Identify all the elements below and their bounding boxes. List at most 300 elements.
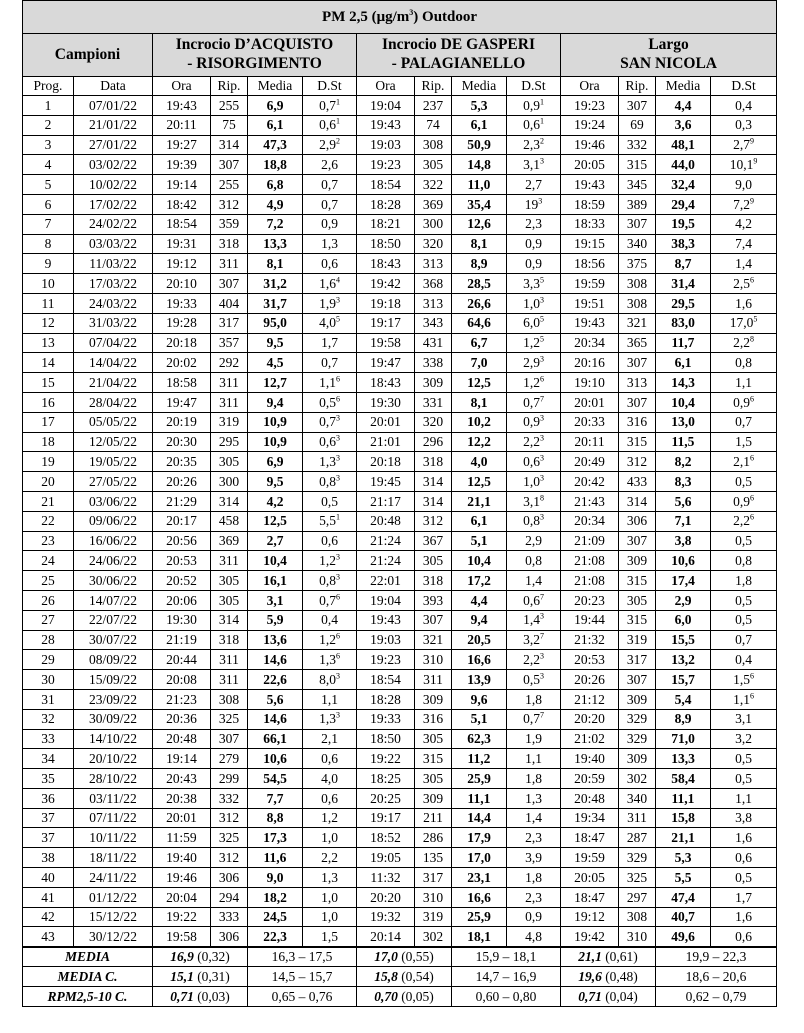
media-cell: 15,5 <box>656 630 711 650</box>
ora-cell: 20:26 <box>153 472 211 492</box>
dst-footnote: 3 <box>335 453 340 463</box>
ora-cell: 21:17 <box>357 491 415 511</box>
dst-cell <box>303 531 357 551</box>
media-cell: 8,9 <box>452 254 507 274</box>
dst-value: 0,6 <box>523 453 540 469</box>
ora-cell: 19:32 <box>357 907 415 927</box>
table-row <box>23 868 777 888</box>
rip-cell: 292 <box>211 353 248 373</box>
prog-cell: 1 <box>23 96 74 116</box>
rip-cell: 332 <box>619 135 656 155</box>
media-cell: 6,0 <box>656 610 711 630</box>
rip-cell: 313 <box>415 293 452 313</box>
dst-cell <box>507 511 561 531</box>
dst-cell <box>711 274 777 294</box>
dst-cell <box>303 313 357 333</box>
dst-cell <box>507 571 561 591</box>
prog-cell: 25 <box>23 571 74 591</box>
rip-cell: 320 <box>415 412 452 432</box>
media-cell: 62,3 <box>452 729 507 749</box>
ora-cell: 20:48 <box>153 729 211 749</box>
ora-cell: 19:04 <box>357 590 415 610</box>
ora-cell: 19:23 <box>357 155 415 175</box>
dst-value: 2,3 <box>525 216 542 232</box>
dst-value: 0,7 <box>735 632 752 648</box>
dst-cell <box>507 155 561 175</box>
media-cell: 66,1 <box>248 729 303 749</box>
rip-cell: 211 <box>415 808 452 828</box>
rip-cell: 458 <box>211 511 248 531</box>
table-row <box>23 689 777 709</box>
col-rip: Rip. <box>211 77 248 96</box>
media-cell: 5,6 <box>656 491 711 511</box>
table-row <box>23 274 777 294</box>
ora-cell: 19:17 <box>357 808 415 828</box>
ora-cell: 20:04 <box>153 887 211 907</box>
dst-value: 0,9 <box>733 493 750 509</box>
media-cell: 14,6 <box>248 650 303 670</box>
dst-cell <box>507 254 561 274</box>
ora-cell: 19:43 <box>357 115 415 135</box>
date-cell: 28/10/22 <box>74 769 153 789</box>
media-cell: 10,2 <box>452 412 507 432</box>
ora-cell: 20:59 <box>561 769 619 789</box>
dst-cell <box>711 610 777 630</box>
dst-cell <box>303 274 357 294</box>
dst-value: 0,7 <box>319 414 336 430</box>
rip-cell: 313 <box>415 254 452 274</box>
date-cell: 03/03/22 <box>74 234 153 254</box>
rip-cell: 329 <box>619 729 656 749</box>
col-ora: Ora <box>561 77 619 96</box>
dst-value: 1,2 <box>319 632 336 648</box>
rip-cell: 329 <box>619 709 656 729</box>
dst-cell <box>507 96 561 116</box>
dst-value: 0,8 <box>735 552 752 568</box>
ora-cell: 18:42 <box>153 194 211 214</box>
rip-cell: 314 <box>211 135 248 155</box>
dst-value: 7,2 <box>733 196 750 212</box>
dst-value: 1,1 <box>319 374 336 390</box>
ora-cell: 18:59 <box>561 194 619 214</box>
dst-cell <box>711 729 777 749</box>
dst-footnote: 9 <box>753 156 758 166</box>
dst-footnote: 3 <box>539 651 544 661</box>
dst-value: 1,9 <box>319 295 336 311</box>
dst-cell <box>303 392 357 412</box>
col-media: Media <box>452 77 507 96</box>
date-cell: 22/07/22 <box>74 610 153 630</box>
media-cell: 10,9 <box>248 432 303 452</box>
ora-cell: 20:33 <box>561 412 619 432</box>
ora-cell: 18:47 <box>561 828 619 848</box>
rip-cell: 404 <box>211 293 248 313</box>
table-row <box>23 175 777 195</box>
ora-cell: 19:40 <box>153 848 211 868</box>
media-cell: 4,2 <box>248 491 303 511</box>
rip-cell: 314 <box>415 472 452 492</box>
rip-cell: 343 <box>415 313 452 333</box>
ora-cell: 18:54 <box>357 670 415 690</box>
dst-value: 2,3 <box>525 830 542 846</box>
dst-value: 1,8 <box>735 572 752 588</box>
table-row <box>23 472 777 492</box>
dst-value: 5,5 <box>319 513 336 529</box>
rip-cell: 312 <box>211 848 248 868</box>
ora-cell: 19:03 <box>357 630 415 650</box>
dst-cell <box>711 96 777 116</box>
rip-cell: 311 <box>211 254 248 274</box>
rip-cell: 309 <box>415 788 452 808</box>
ora-cell: 19:14 <box>153 175 211 195</box>
media-cell: 11,7 <box>656 333 711 353</box>
dst-cell <box>711 887 777 907</box>
media-cell: 12,5 <box>452 472 507 492</box>
ora-cell: 20:53 <box>153 551 211 571</box>
dst-cell <box>711 175 777 195</box>
summary-mean-value: 15,1 <box>170 968 194 984</box>
dst-value: 3,3 <box>523 275 540 291</box>
ora-cell: 19:15 <box>561 234 619 254</box>
table-row <box>23 234 777 254</box>
dst-cell <box>711 650 777 670</box>
dst-value: 0,8 <box>319 572 336 588</box>
dst-cell <box>711 788 777 808</box>
date-cell: 19/05/22 <box>74 452 153 472</box>
table-row <box>23 551 777 571</box>
prog-cell: 3 <box>23 135 74 155</box>
dst-value: 6,0 <box>523 315 540 331</box>
media-cell: 8,9 <box>656 709 711 729</box>
dst-cell <box>507 590 561 610</box>
media-cell: 13,6 <box>248 630 303 650</box>
rip-cell: 305 <box>415 551 452 571</box>
prog-cell: 24 <box>23 551 74 571</box>
summary-mean-error: (0,03) <box>193 988 230 1004</box>
dst-value: 1,8 <box>525 770 542 786</box>
dst-cell <box>303 135 357 155</box>
media-cell: 6,9 <box>248 96 303 116</box>
ora-cell: 19:24 <box>561 115 619 135</box>
ora-cell: 21:32 <box>561 630 619 650</box>
rip-cell: 296 <box>415 432 452 452</box>
summary-range: 15,9 – 18,1 <box>452 947 561 967</box>
dst-footnote: 6 <box>335 374 340 384</box>
dst-footnote: 2 <box>539 136 544 146</box>
ora-cell: 19:33 <box>357 709 415 729</box>
date-cell: 30/12/22 <box>74 927 153 947</box>
dst-cell <box>507 887 561 907</box>
dst-cell <box>303 828 357 848</box>
media-cell: 32,4 <box>656 175 711 195</box>
rip-cell: 307 <box>211 729 248 749</box>
media-cell: 9,4 <box>452 610 507 630</box>
rip-cell: 312 <box>211 194 248 214</box>
media-cell: 12,2 <box>452 432 507 452</box>
dst-footnote: 3 <box>539 611 544 621</box>
dst-value: 1,3 <box>321 869 338 885</box>
ora-cell: 20:10 <box>153 274 211 294</box>
media-cell: 13,2 <box>656 650 711 670</box>
dst-cell <box>303 551 357 571</box>
rip-cell: 312 <box>619 452 656 472</box>
dst-cell <box>303 670 357 690</box>
dst-cell <box>711 511 777 531</box>
rip-cell: 309 <box>619 749 656 769</box>
media-cell: 47,4 <box>656 887 711 907</box>
dst-value: 4,8 <box>525 928 542 944</box>
col-dst: D.St <box>711 77 777 96</box>
dst-value: 1,2 <box>321 810 338 826</box>
media-cell: 4,4 <box>452 590 507 610</box>
dst-value: 0,7 <box>321 176 338 192</box>
media-cell: 17,4 <box>656 571 711 591</box>
dst-cell <box>303 293 357 313</box>
rip-cell: 375 <box>619 254 656 274</box>
ora-cell: 21:08 <box>561 551 619 571</box>
ora-cell: 19:58 <box>153 927 211 947</box>
dst-value: 0,9 <box>523 414 540 430</box>
summary-range: 19,9 – 22,3 <box>656 947 777 967</box>
ora-cell: 19:12 <box>153 254 211 274</box>
dst-cell <box>303 472 357 492</box>
summary-mean <box>561 947 656 967</box>
media-cell: 14,4 <box>452 808 507 828</box>
rip-cell: 332 <box>211 788 248 808</box>
ora-cell: 20:11 <box>153 115 211 135</box>
summary-label: MEDIA <box>23 947 153 967</box>
date-cell: 03/02/22 <box>74 155 153 175</box>
dst-value: 0,7 <box>319 97 336 113</box>
dst-cell <box>303 788 357 808</box>
col-rip: Rip. <box>415 77 452 96</box>
media-cell: 49,6 <box>656 927 711 947</box>
summary-mean-value: 21,1 <box>578 949 602 965</box>
dst-value: 0,8 <box>735 355 752 370</box>
dst-cell <box>303 749 357 769</box>
dst-footnote: 3 <box>539 354 544 364</box>
media-cell: 14,8 <box>452 155 507 175</box>
rip-cell: 314 <box>619 491 656 511</box>
rip-cell: 310 <box>415 650 452 670</box>
ora-cell: 19:17 <box>357 313 415 333</box>
rip-cell: 314 <box>211 610 248 630</box>
table-row <box>23 788 777 808</box>
media-cell: 10,6 <box>248 749 303 769</box>
dst-value: 0,3 <box>735 117 752 133</box>
summary-mean-error: (0,55) <box>397 949 434 965</box>
dst-cell <box>303 155 357 175</box>
rip-cell: 135 <box>415 848 452 868</box>
prog-cell: 9 <box>23 254 74 274</box>
rip-cell: 308 <box>211 689 248 709</box>
dst-value: 0,4 <box>735 97 752 113</box>
media-cell: 13,3 <box>248 234 303 254</box>
rip-cell: 295 <box>211 432 248 452</box>
dst-value: 0,9 <box>525 236 542 252</box>
date-cell: 21/04/22 <box>74 373 153 393</box>
media-cell: 25,9 <box>452 907 507 927</box>
dst-value: 1,1 <box>525 750 542 766</box>
dst-value: 0,5 <box>735 750 752 766</box>
ora-cell: 18:54 <box>153 214 211 234</box>
dst-cell <box>507 353 561 373</box>
media-cell: 5,3 <box>452 96 507 116</box>
ora-cell: 18:54 <box>357 175 415 195</box>
dst-value: 4,0 <box>319 315 336 331</box>
dst-cell <box>711 373 777 393</box>
rip-cell: 369 <box>415 194 452 214</box>
prog-cell: 29 <box>23 650 74 670</box>
media-cell: 16,6 <box>452 887 507 907</box>
ora-cell: 18:43 <box>357 373 415 393</box>
ora-cell: 18:58 <box>153 373 211 393</box>
dst-footnote: 3 <box>539 512 544 522</box>
dst-footnote: 3 <box>539 295 544 305</box>
table-row <box>23 670 777 690</box>
col-ora: Ora <box>357 77 415 96</box>
dst-value: 0,4 <box>321 612 338 628</box>
table-row <box>23 155 777 175</box>
col-media: Media <box>248 77 303 96</box>
dst-footnote: 3 <box>335 671 340 681</box>
rip-cell: 313 <box>619 373 656 393</box>
media-cell: 10,9 <box>248 412 303 432</box>
dst-footnote: 6 <box>749 394 754 404</box>
dst-footnote: 6 <box>335 631 340 641</box>
table-row <box>23 531 777 551</box>
ora-cell: 21:24 <box>357 551 415 571</box>
ora-cell: 19:58 <box>357 333 415 353</box>
rip-cell: 307 <box>415 610 452 630</box>
dst-value: 0,5 <box>735 869 752 885</box>
media-cell: 12,5 <box>452 373 507 393</box>
dst-value: 1,4 <box>525 810 542 826</box>
summary-mean-error: (0,54) <box>397 968 434 984</box>
dst-cell <box>303 689 357 709</box>
media-cell: 29,4 <box>656 194 711 214</box>
dst-cell <box>303 650 357 670</box>
summary-row <box>23 986 777 1006</box>
prog-cell: 17 <box>23 412 74 432</box>
site-header-3: Largo SAN NICOLA <box>561 34 777 77</box>
dst-cell <box>303 630 357 650</box>
media-cell: 9,0 <box>248 868 303 888</box>
ora-cell: 19:43 <box>357 610 415 630</box>
summary-mean <box>357 947 452 967</box>
media-cell: 54,5 <box>248 769 303 789</box>
media-cell: 8,7 <box>656 254 711 274</box>
media-cell: 11,2 <box>452 749 507 769</box>
ora-cell: 19:42 <box>357 274 415 294</box>
dst-cell <box>507 650 561 670</box>
dst-value: 4,0 <box>321 770 338 786</box>
media-cell: 9,5 <box>248 333 303 353</box>
dst-value: 2,1 <box>321 731 338 747</box>
dst-cell <box>303 511 357 531</box>
table-row <box>23 511 777 531</box>
dst-value: 1,6 <box>735 830 752 846</box>
ora-cell: 19:42 <box>561 927 619 947</box>
dst-footnote: 7 <box>539 592 544 602</box>
table-row <box>23 808 777 828</box>
media-cell: 4,0 <box>452 452 507 472</box>
dst-value: 1,1 <box>735 790 752 806</box>
rip-cell: 325 <box>619 868 656 888</box>
rip-cell: 315 <box>619 155 656 175</box>
dst-cell <box>507 788 561 808</box>
dst-value: 1,8 <box>525 691 542 707</box>
rip-cell: 305 <box>211 452 248 472</box>
dst-value: 0,6 <box>735 928 752 944</box>
dst-cell <box>507 907 561 927</box>
ora-cell: 18:50 <box>357 729 415 749</box>
rip-cell: 315 <box>619 610 656 630</box>
dst-cell <box>711 412 777 432</box>
date-cell: 03/06/22 <box>74 491 153 511</box>
dst-footnote: 1 <box>335 512 340 522</box>
ora-cell: 20:01 <box>153 808 211 828</box>
date-cell: 15/12/22 <box>74 907 153 927</box>
rip-cell: 307 <box>619 670 656 690</box>
rip-cell: 305 <box>415 769 452 789</box>
date-cell: 15/09/22 <box>74 670 153 690</box>
dst-value: 1,6 <box>735 909 752 925</box>
table-row <box>23 729 777 749</box>
dst-cell <box>507 927 561 947</box>
dst-cell <box>303 927 357 947</box>
table-row <box>23 907 777 927</box>
prog-cell: 33 <box>23 729 74 749</box>
dst-footnote: 3 <box>539 413 544 423</box>
ora-cell: 19:04 <box>357 96 415 116</box>
ora-cell: 19:28 <box>153 313 211 333</box>
dst-cell <box>711 491 777 511</box>
rip-cell: 307 <box>619 96 656 116</box>
ora-cell: 20:52 <box>153 571 211 591</box>
date-cell: 24/06/22 <box>74 551 153 571</box>
media-cell: 11,1 <box>656 788 711 808</box>
dst-footnote: 6 <box>539 374 544 384</box>
rip-cell: 368 <box>415 274 452 294</box>
rip-cell: 369 <box>211 531 248 551</box>
prog-cell: 32 <box>23 709 74 729</box>
media-cell: 6,1 <box>248 115 303 135</box>
rip-cell: 308 <box>619 907 656 927</box>
col-dst: D.St <box>303 77 357 96</box>
media-cell: 47,3 <box>248 135 303 155</box>
dst-cell <box>507 175 561 195</box>
media-cell: 3,8 <box>656 531 711 551</box>
dst-value: 2,3 <box>523 137 540 153</box>
media-cell: 83,0 <box>656 313 711 333</box>
date-cell: 30/09/22 <box>74 709 153 729</box>
ora-cell: 20:53 <box>561 650 619 670</box>
media-cell: 8,3 <box>656 472 711 492</box>
prog-cell: 38 <box>23 848 74 868</box>
ora-cell: 20:02 <box>153 353 211 373</box>
ora-cell: 18:33 <box>561 214 619 234</box>
dst-cell <box>711 709 777 729</box>
dst-footnote: 3 <box>539 453 544 463</box>
date-cell: 07/11/22 <box>74 808 153 828</box>
dst-value: 3,1 <box>735 711 752 727</box>
date-cell: 16/06/22 <box>74 531 153 551</box>
media-cell: 22,3 <box>248 927 303 947</box>
rip-cell: 318 <box>211 630 248 650</box>
rip-cell: 319 <box>415 907 452 927</box>
dst-cell <box>507 293 561 313</box>
